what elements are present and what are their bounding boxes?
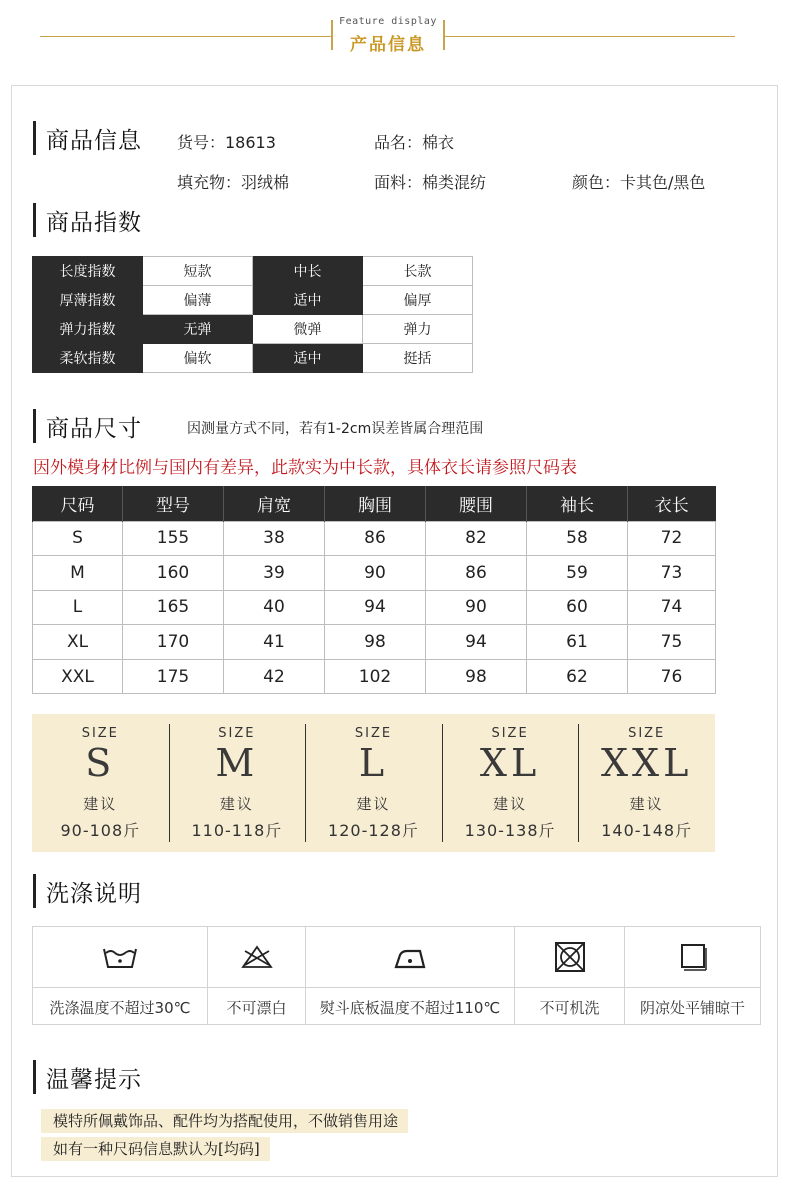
size-recommendation-s xyxy=(32,714,169,852)
size-recommendation-panel xyxy=(32,714,715,852)
section-title: 洗涤说明 xyxy=(46,880,142,907)
index-value-selected: 适中 xyxy=(253,286,363,315)
size-recommendation-xl xyxy=(442,714,579,852)
size-recommendation-l xyxy=(305,714,442,852)
iron-icon xyxy=(392,943,428,971)
table-cell: 155 xyxy=(123,521,224,556)
table-cell: 39 xyxy=(224,556,325,591)
table-cell: 59 xyxy=(527,556,628,591)
index-label: 厚薄指数 xyxy=(33,286,143,315)
size-letter: L xyxy=(358,741,389,785)
table-cell: 75 xyxy=(628,625,716,660)
section-marker xyxy=(33,203,36,237)
size-warning: 因外模身材比例与国内有差异，此款实为中长款，具体衣长请参照尺码表 xyxy=(33,458,577,478)
suggest-label: 建议 xyxy=(356,795,391,813)
index-value: 偏薄 xyxy=(143,286,253,315)
wash-item-no-bleach xyxy=(207,927,305,1024)
table-cell: 73 xyxy=(628,556,716,591)
index-value: 挺括 xyxy=(363,344,473,373)
size-letter: S xyxy=(85,741,116,785)
section-product-info xyxy=(33,120,142,156)
table-row xyxy=(33,556,716,591)
section-marker xyxy=(33,121,36,155)
table-cell: M xyxy=(33,556,123,591)
section-product-index xyxy=(33,202,142,238)
index-value-selected: 适中 xyxy=(253,344,363,373)
index-label: 长度指数 xyxy=(33,257,143,286)
section-product-size xyxy=(33,408,142,444)
index-value: 偏软 xyxy=(143,344,253,373)
table-row xyxy=(33,257,473,286)
table-row xyxy=(33,659,716,694)
table-cell: 98 xyxy=(426,659,527,694)
section-marker xyxy=(33,409,36,443)
section-title: 商品信息 xyxy=(46,127,142,154)
table-cell: 90 xyxy=(426,590,527,625)
table-cell: 41 xyxy=(224,625,325,660)
wash-table xyxy=(32,926,761,1025)
suggest-label: 建议 xyxy=(83,795,118,813)
size-table xyxy=(32,486,716,694)
table-cell: 90 xyxy=(325,556,426,591)
index-value: 偏厚 xyxy=(363,286,473,315)
table-cell: 86 xyxy=(325,521,426,556)
header-line-right xyxy=(445,36,735,37)
index-table xyxy=(32,256,473,373)
size-recommendation-m xyxy=(169,714,306,852)
table-cell: 94 xyxy=(325,590,426,625)
size-recommendation-xxl xyxy=(578,714,715,852)
section-wash-instructions xyxy=(33,873,142,909)
table-header-row xyxy=(33,486,716,521)
column-header: 型号 xyxy=(123,486,224,521)
index-value-selected: 中长 xyxy=(253,257,363,286)
column-header: 胸围 xyxy=(325,486,426,521)
table-row xyxy=(33,590,716,625)
wash-label: 洗涤温度不超过30℃ xyxy=(49,999,191,1017)
wash-item-no-machine-wash xyxy=(514,927,624,1024)
column-header: 腰围 xyxy=(426,486,527,521)
table-cell: 40 xyxy=(224,590,325,625)
index-value-selected: 无弹 xyxy=(143,315,253,344)
wash-label: 阴凉处平铺晾干 xyxy=(639,999,745,1017)
size-letter: M xyxy=(215,741,259,785)
table-cell: 61 xyxy=(527,625,628,660)
table-cell: 76 xyxy=(628,659,716,694)
suggest-label: 建议 xyxy=(629,795,664,813)
section-title: 商品尺寸 xyxy=(46,415,142,442)
filling: 填充物：羽绒棉 xyxy=(177,173,290,192)
table-cell: 86 xyxy=(426,556,527,591)
dry-flat-shade-icon xyxy=(678,942,708,972)
wash-label: 不可机洗 xyxy=(539,999,600,1017)
size-label: SIZE xyxy=(354,726,393,741)
table-cell: 82 xyxy=(426,521,527,556)
table-cell: XXL xyxy=(33,659,123,694)
table-cell: XL xyxy=(33,625,123,660)
header-english-title: Feature display xyxy=(339,16,437,27)
suggest-label: 建议 xyxy=(493,795,528,813)
table-row xyxy=(33,344,473,373)
index-value: 弹力 xyxy=(363,315,473,344)
tip-line: 如有一种尺码信息默认为[均码] xyxy=(41,1137,270,1161)
table-cell: 98 xyxy=(325,625,426,660)
suggest-label: 建议 xyxy=(219,795,254,813)
index-value: 长款 xyxy=(363,257,473,286)
no-machine-wash-icon xyxy=(554,941,586,973)
fabric: 面料：棉类混纺 xyxy=(374,173,487,192)
table-cell: 102 xyxy=(325,659,426,694)
table-cell: 42 xyxy=(224,659,325,694)
table-cell: 175 xyxy=(123,659,224,694)
wash-item-temperature xyxy=(33,927,207,1024)
header-bar-right xyxy=(443,20,445,50)
section-tips xyxy=(33,1059,142,1095)
table-cell: 170 xyxy=(123,625,224,660)
section-title: 温馨提示 xyxy=(46,1066,142,1093)
table-cell: 58 xyxy=(527,521,628,556)
section-marker xyxy=(33,874,36,908)
table-cell: 94 xyxy=(426,625,527,660)
table-cell: 60 xyxy=(527,590,628,625)
measurement-note: 因测量方式不同，若有1-2cm误差皆属合理范围 xyxy=(187,421,484,437)
weight-range: 110-118斤 xyxy=(191,821,283,840)
wash-item-dry-flat xyxy=(624,927,760,1024)
table-cell: 160 xyxy=(123,556,224,591)
table-row xyxy=(33,286,473,315)
index-label: 柔软指数 xyxy=(33,344,143,373)
size-label: SIZE xyxy=(491,726,529,741)
table-cell: 165 xyxy=(123,590,224,625)
header-line-left xyxy=(40,36,332,37)
wash-label: 不可漂白 xyxy=(226,999,287,1017)
index-value: 短款 xyxy=(143,257,253,286)
wash-item-iron xyxy=(305,927,514,1024)
size-letter: XL xyxy=(479,741,541,785)
size-letter: XXL xyxy=(601,741,693,785)
size-label: SIZE xyxy=(218,726,256,741)
table-cell: S xyxy=(33,521,123,556)
header-title: 产品信息 xyxy=(350,35,426,55)
tip-line: 模特所佩戴饰品、配件均为搭配使用，不做销售用途 xyxy=(41,1109,408,1133)
no-bleach-icon xyxy=(240,943,274,971)
index-value: 微弹 xyxy=(253,315,363,344)
product-name: 品名：棉衣 xyxy=(374,133,455,152)
section-title: 商品指数 xyxy=(46,209,142,236)
weight-range: 130-138斤 xyxy=(464,821,556,840)
table-cell: 72 xyxy=(628,521,716,556)
weight-range: 140-148斤 xyxy=(601,821,693,840)
table-row xyxy=(33,625,716,660)
table-cell: L xyxy=(33,590,123,625)
table-cell: 62 xyxy=(527,659,628,694)
table-row xyxy=(33,521,716,556)
weight-range: 120-128斤 xyxy=(328,821,419,840)
wash-label: 熨斗底板温度不超过110℃ xyxy=(319,999,501,1017)
table-cell: 38 xyxy=(224,521,325,556)
wash-tub-icon xyxy=(102,943,138,971)
column-header: 袖长 xyxy=(527,486,628,521)
weight-range: 90-108斤 xyxy=(60,821,141,840)
index-label: 弹力指数 xyxy=(33,315,143,344)
section-marker xyxy=(33,1060,36,1094)
size-label: SIZE xyxy=(81,726,119,741)
size-label: SIZE xyxy=(628,726,666,741)
color: 颜色：卡其色/黑色 xyxy=(572,173,706,192)
table-cell: 74 xyxy=(628,590,716,625)
column-header: 肩宽 xyxy=(224,486,325,521)
page-header xyxy=(0,0,790,70)
column-header: 尺码 xyxy=(33,486,123,521)
item-number: 货号：18613 xyxy=(177,133,276,152)
table-row xyxy=(33,315,473,344)
column-header: 衣长 xyxy=(628,486,716,521)
